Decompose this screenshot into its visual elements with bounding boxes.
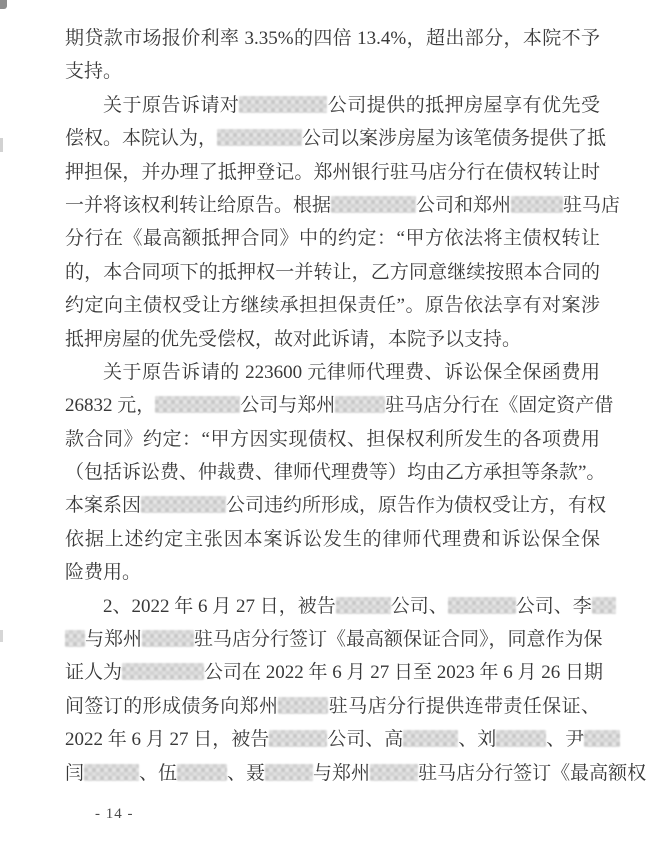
redaction-block	[177, 764, 227, 781]
text-segment: 公司、李	[515, 595, 592, 617]
text-line-14	[65, 456, 606, 489]
text-segment: 支持。	[65, 61, 123, 83]
text-segment: 26832 元，	[65, 395, 156, 417]
text-segment: 公司在 2022 年 6 月 27 日至 2023 年 6 月 26 日期	[204, 662, 604, 684]
text-segment: 期贷款市场报价利率 3.35%的四倍 13.4%，超出部分，本院不予	[65, 28, 600, 49]
scan-artifact	[0, 0, 7, 9]
text-segment: 证人为	[65, 662, 123, 684]
text-line-3	[65, 89, 600, 122]
redaction-block	[217, 129, 302, 146]
redaction-block	[336, 597, 391, 614]
text-block	[65, 22, 647, 790]
redaction-block	[511, 196, 563, 213]
text-line-9	[65, 289, 600, 322]
text-line-4	[65, 122, 607, 155]
text-segment: 间签订的形成债务向郑州	[65, 695, 279, 717]
page-number: - 14 -	[95, 806, 134, 822]
redaction-block	[278, 697, 328, 714]
text-segment: 公司提供的抵押房屋享有优先受	[327, 94, 600, 116]
text-segment: 驻马店分行签订《最高额权	[418, 762, 647, 784]
text-segment: 本案系因	[65, 495, 142, 517]
text-segment: 驻马店分行签订《最高额保证合同》，同意作为保	[194, 629, 603, 651]
redaction-block	[65, 630, 85, 647]
text-segment: 一并将该权利转让给原告。根据	[65, 194, 332, 216]
text-segment: 闫	[65, 762, 85, 784]
scan-artifact	[0, 630, 3, 642]
text-segment: 、刘	[458, 729, 497, 751]
text-line-16	[65, 523, 600, 556]
text-line-7	[65, 222, 600, 255]
text-segment: 险费用。	[65, 562, 142, 584]
text-segment: 公司违约所形成，原告作为债权受让方，有权	[226, 495, 607, 517]
redaction-block	[403, 730, 458, 747]
redaction-block	[370, 764, 418, 781]
text-segment: 、尹	[546, 729, 585, 751]
text-segment: 、聂	[227, 762, 266, 784]
redaction-block	[592, 597, 616, 614]
redaction-block	[331, 196, 416, 213]
redaction-block	[448, 597, 516, 614]
text-segment: 与郑州	[85, 629, 143, 651]
redaction-block	[142, 630, 194, 647]
text-segment: 与郑州	[313, 762, 371, 784]
redaction-block	[335, 396, 385, 413]
text-line-21	[65, 690, 600, 723]
redaction-block	[269, 730, 327, 747]
scan-artifact	[0, 138, 3, 152]
text-line-17	[65, 556, 600, 589]
text-segment: 的，本合同项下的抵押权一并转让，乙方同意继续按照本合同的	[65, 261, 600, 283]
text-segment: 押担保，并办理了抵押登记。郑州银行驻马店分行在债权转让时	[65, 161, 600, 183]
text-segment: （包括诉讼费、仲裁费、律师代理费等）均由乙方承担等条款”。	[65, 462, 606, 484]
text-segment: 依据上述约定主张因本案诉讼发生的律师代理费和诉讼保全保	[65, 528, 600, 550]
text-line-15	[65, 489, 607, 522]
text-line-10	[65, 323, 600, 356]
redaction-block	[265, 764, 313, 781]
text-line-12	[65, 389, 614, 422]
text-segment: 款合同》约定：“甲方因实现债权、担保权利所发生的各项费用	[65, 428, 600, 450]
text-segment: 公司、	[390, 595, 448, 617]
redaction-block	[141, 496, 226, 513]
text-segment: 公司、高	[327, 729, 404, 751]
text-line-22	[65, 723, 600, 756]
redaction-block	[496, 730, 546, 747]
text-segment: 驻马店分行在《固定资产借	[385, 395, 614, 417]
text-line-2	[65, 55, 600, 88]
text-segment: 公司和郑州	[416, 194, 512, 216]
text-segment: 驻马店分行提供连带责任保证、	[328, 695, 600, 717]
text-segment: 分行在《最高额抵押合同》中的约定：“甲方依法将主债权转让	[65, 228, 600, 250]
text-segment: 约定向主债权受让方继续承担担保责任”。原告依法享有对案涉	[65, 295, 600, 317]
text-line-13	[65, 423, 600, 456]
redaction-block	[155, 396, 240, 413]
text-line-18	[65, 590, 600, 623]
text-segment: 抵押房屋的优先受偿权，故对此诉请，本院予以支持。	[65, 328, 522, 350]
redaction-block	[122, 663, 204, 680]
text-line-11	[65, 356, 600, 389]
text-line-19	[65, 623, 603, 656]
text-segment: 公司与郑州	[240, 395, 336, 417]
text-line-8	[65, 256, 600, 289]
text-segment: 2022 年 6 月 27 日，被告	[65, 729, 270, 751]
text-segment: 关于原告诉请对	[103, 94, 240, 116]
text-segment: 关于原告诉请的 223600 元律师代理费、诉讼保全保函费用	[103, 361, 600, 383]
text-segment: 驻马店	[563, 194, 621, 216]
text-line-1	[65, 22, 600, 55]
text-line-20	[65, 656, 604, 689]
text-line-5	[65, 156, 600, 189]
text-line-6	[65, 189, 621, 222]
redaction-block	[584, 730, 620, 747]
text-segment: 公司以案涉房屋为该笔债务提供了抵	[302, 128, 607, 150]
text-segment: 、伍	[139, 762, 178, 784]
text-segment: 偿权。本院认为，	[65, 128, 218, 150]
redaction-block	[84, 764, 139, 781]
text-segment: 2、2022 年 6 月 27 日，被告	[103, 595, 336, 617]
text-line-23	[65, 757, 647, 790]
redaction-block	[239, 96, 327, 113]
